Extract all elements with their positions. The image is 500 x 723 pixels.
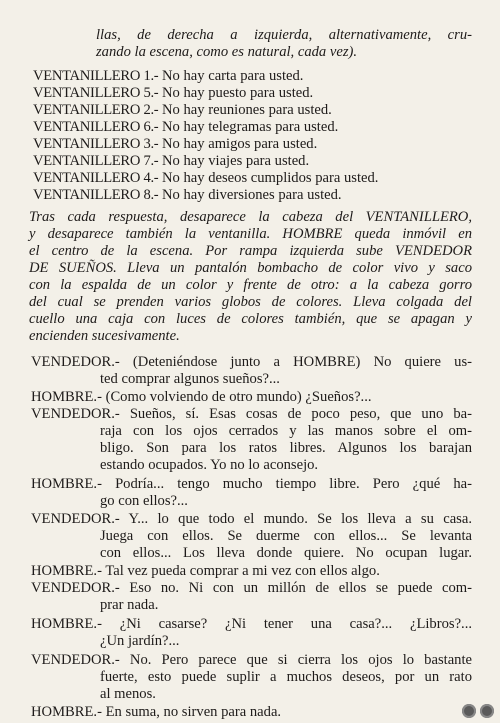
dialogue-line bbox=[33, 102, 332, 119]
speech-text: No hay amigos para usted. bbox=[162, 136, 318, 152]
dialogue-line: al menos. bbox=[100, 686, 156, 702]
dialogue-line: HOMBRE.- En suma, no sirven para nada. bbox=[31, 704, 282, 720]
dialogue-line bbox=[33, 153, 309, 170]
dialogue-line: go con ellos?... bbox=[100, 493, 188, 509]
stage-direction-line: llas, de derecha a izquierda, alternativamente, cru- bbox=[96, 27, 472, 43]
dialogue-line: VENDEDOR.- Sueños, sí. Esas cosas de poco peso, que uno ba- bbox=[31, 406, 472, 422]
dialogue-line: VENDEDOR.- Y... lo que todo el mundo. Se los lleva a su casa. bbox=[31, 511, 472, 527]
watermark-dot-icon bbox=[462, 704, 476, 718]
dialogue-line: fuerte, esto puede suplir a muchos deseos, por un rato bbox=[100, 669, 472, 685]
dialogue-line: HOMBRE.- (Como volviendo de otro mundo) ¿Sueños?... bbox=[31, 389, 372, 405]
speaker-label: VENTANILLERO 3.- bbox=[33, 136, 159, 152]
watermark-dot-icon bbox=[480, 704, 494, 718]
speaker-label: VENTANILLERO 8.- bbox=[33, 187, 159, 203]
dialogue-line: con ellos... Los lleva donde quiere. No ocupan lugar. bbox=[100, 545, 472, 561]
dialogue-line: VENDEDOR.- No. Pero parece que si cierra los ojos lo bastante bbox=[31, 652, 472, 668]
dialogue-line: ¿Un jardín?... bbox=[100, 633, 180, 649]
speech-text: No hay carta para usted. bbox=[162, 68, 304, 84]
dialogue-line: HOMBRE.- Tal vez pueda comprar a mi vez con ellos algo. bbox=[31, 563, 380, 579]
dialogue-line: prar nada. bbox=[100, 597, 159, 613]
dialogue-line bbox=[33, 68, 303, 85]
speech-text: No hay deseos cumplidos para usted. bbox=[162, 170, 379, 186]
dialogue-line bbox=[33, 119, 338, 136]
watermark-badge bbox=[452, 703, 494, 718]
stage-direction-line: con la espalda de un color y frente de otro: a la cabeza gorro bbox=[29, 277, 472, 293]
stage-direction-line: y desaparece también la ventanilla. HOMBRE queda inmóvil en bbox=[29, 226, 472, 242]
stage-direction-line: zando la escena, como es natural, cada vez). bbox=[96, 44, 358, 60]
dialogue-line bbox=[33, 136, 317, 153]
speaker-label: VENTANILLERO 6.- bbox=[33, 119, 159, 135]
stage-direction-line: el centro de la escena. Por rampa izquierda sube VENDEDOR bbox=[29, 243, 472, 259]
dialogue-line bbox=[33, 187, 342, 204]
stage-direction-line: cuello una caja con luces de colores también, que se apagan y bbox=[29, 311, 472, 327]
speaker-label: VENTANILLERO 4.- bbox=[33, 170, 159, 186]
stage-direction-line: DE SUEÑOS. Lleva un pantalón bombacho de color vivo y saco bbox=[29, 260, 472, 276]
dialogue-line: Juega con ellos. Se duerme con ellos... Se levanta bbox=[100, 528, 472, 544]
dialogue-line: HOMBRE.- Podría... tengo mucho tiempo libre. Pero ¿qué ha- bbox=[31, 476, 472, 492]
dialogue-line bbox=[33, 85, 313, 102]
speaker-label: VENTANILLERO 2.- bbox=[33, 102, 159, 118]
dialogue-line: ted comprar algunos sueños?... bbox=[100, 371, 280, 387]
dialogue-line: bligo. Son para los ratos libres. Algunos los barajan bbox=[100, 440, 472, 456]
speech-text: No hay telegramas para usted. bbox=[162, 119, 339, 135]
dialogue-line bbox=[33, 170, 378, 187]
speech-text: No hay reuniones para usted. bbox=[162, 102, 332, 118]
speaker-label: VENTANILLERO 1.- bbox=[33, 68, 159, 84]
dialogue-line: raja con los ojos cerrados y las manos sobre el om- bbox=[100, 423, 472, 439]
dialogue-line: VENDEDOR.- Eso no. Ni con un millón de ellos se puede com- bbox=[31, 580, 472, 596]
dialogue-line: VENDEDOR.- (Deteniéndose junto a HOMBRE) No quiere us- bbox=[31, 354, 472, 370]
stage-direction-line: encienden sucesivamente. bbox=[29, 328, 180, 344]
speaker-label: VENTANILLERO 7.- bbox=[33, 153, 159, 169]
speech-text: No hay viajes para usted. bbox=[162, 153, 310, 169]
speaker-label: VENTANILLERO 5.- bbox=[33, 85, 159, 101]
dialogue-line: estando ocupados. Yo no lo aconsejo. bbox=[100, 457, 319, 473]
stage-direction-line: del cual se prenden varios globos de colores. Lleva colgada del bbox=[29, 294, 472, 310]
dialogue-line: HOMBRE.- ¿Ni casarse? ¿Ni tener una casa?... ¿Libros?... bbox=[31, 616, 472, 632]
stage-direction-line: Tras cada respuesta, desaparece la cabeza del VENTANILLERO, bbox=[29, 209, 472, 225]
speech-text: No hay diversiones para usted. bbox=[162, 187, 342, 203]
speech-text: No hay puesto para usted. bbox=[162, 85, 314, 101]
